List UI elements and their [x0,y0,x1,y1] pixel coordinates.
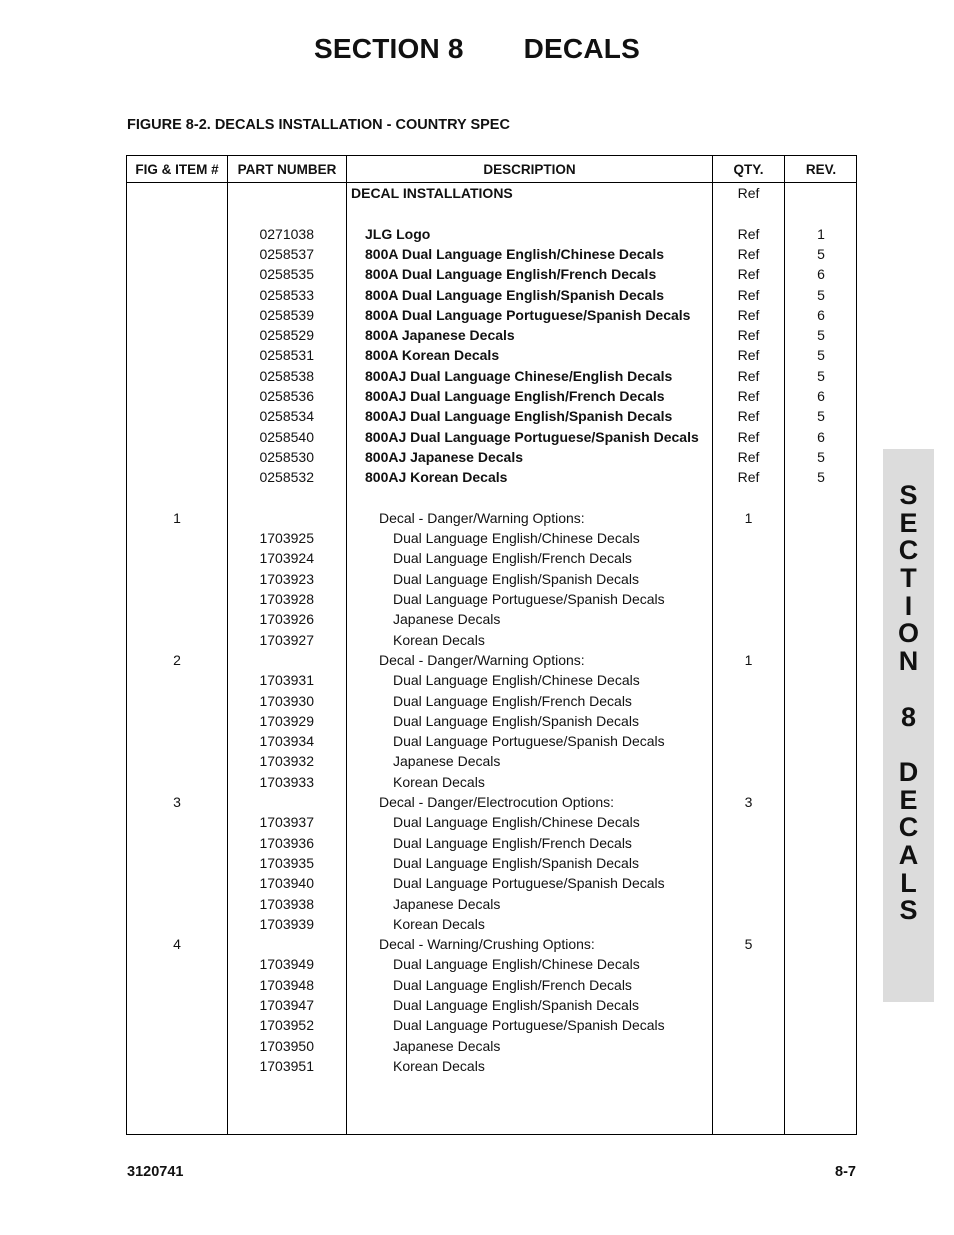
qty-cell: 1 [744,509,753,526]
rev-cell: 6 [817,266,825,283]
part-number-cell: 0258537 [259,245,314,262]
table-row [127,711,856,731]
table-row [127,792,856,812]
table-row [127,285,856,305]
part-number-cell: 1703924 [259,550,314,567]
description-cell: Dual Language English/Chinese Decals [393,672,640,689]
table-row [127,548,856,568]
part-number-cell: 0271038 [259,225,314,242]
part-number-cell: 0258538 [259,367,314,384]
section-side-tab [883,449,934,1002]
part-number-cell: 0258531 [259,347,314,364]
side-tab-letter: N [898,646,919,677]
description-cell: Korean Decals [393,631,485,648]
description-cell: Dual Language Portuguese/Spanish Decals [393,591,665,607]
rev-cell: 5 [817,286,825,303]
rev-cell: 6 [817,428,825,445]
rev-cell: 5 [817,469,825,486]
figure-title: FIGURE 8-2. DECALS INSTALLATION - COUNTRY SPEC [127,117,510,133]
qty-cell: Ref [737,469,760,486]
fig-item-cell: 1 [173,509,181,526]
qty-cell: Ref [737,408,760,425]
part-number-cell: 1703925 [259,530,314,547]
table-row [127,995,856,1015]
table-row [127,366,856,386]
description-cell: Dual Language English/French Decals [393,834,632,851]
part-number-cell: 0258532 [259,469,314,486]
side-tab-letter: L [900,867,917,898]
table-row [127,873,856,893]
description-cell: Decal - Danger/Warning Options: [379,509,585,526]
part-number-cell: 1703936 [259,834,314,851]
section-title: DECALS [523,33,640,64]
qty-cell: Ref [737,306,760,323]
description-cell: Dual Language English/Spanish Decals [393,854,639,871]
description-cell: Dual Language English/Chinese Decals [393,956,640,973]
side-tab-letter: E [899,507,918,538]
qty-cell: 5 [744,936,753,953]
part-number-cell: 1703927 [259,631,314,648]
table-row [127,731,856,751]
qty-cell: 3 [744,794,753,810]
description-cell: 800A Japanese Decals [365,327,515,344]
side-tab-letter: D [898,756,919,787]
description-cell: Japanese Decals [393,753,501,770]
qty-cell: Ref [737,185,760,201]
table-row [127,224,856,244]
header-part-number: PART NUMBER [237,162,337,177]
part-number-cell: 1703937 [259,814,314,831]
part-number-cell: 1703952 [259,1017,314,1034]
qty-cell: Ref [737,347,760,364]
table-row [127,589,856,609]
page-title [0,33,954,65]
table-row [127,508,856,528]
description-cell: 800A Korean Decals [365,347,500,364]
description-cell: 800A Dual Language Portuguese/Spanish Decals [365,306,691,323]
rev-cell: 5 [817,245,825,262]
header-fig-item: FIG & ITEM # [135,162,219,177]
table-row [127,934,856,954]
part-number-cell: 1703930 [259,692,314,709]
description-cell: JLG Logo [365,225,431,242]
part-number-cell: 1703939 [259,915,314,932]
description-cell: 800AJ Dual Language Portuguese/Spanish Decals [365,428,699,445]
table-row [127,630,856,650]
part-number-cell: 0258540 [259,428,314,445]
section-label: SECTION 8 [314,33,464,64]
rev-cell: 6 [817,388,825,404]
fig-item-cell: 3 [173,794,181,810]
part-number-cell: 1703947 [259,997,314,1013]
table-row [127,244,856,264]
qty-cell: Ref [737,367,760,384]
table-row [127,975,856,995]
table-row [127,691,856,711]
table-row [127,751,856,771]
qty-cell: Ref [737,327,760,344]
part-number-cell: 0258533 [259,286,314,303]
side-tab-letter: S [899,895,918,926]
header-rev: REV. [805,162,837,177]
part-number-cell: 1703940 [259,875,314,892]
table-row [127,264,856,284]
description-cell: Dual Language English/Chinese Decals [393,530,640,547]
part-number-cell: 1703935 [259,854,314,871]
part-number-cell: 0258530 [259,448,314,465]
table-row [127,406,856,426]
qty-cell: Ref [737,245,760,262]
page-number: 8-7 [835,1164,856,1180]
description-cell: Dual Language English/Spanish Decals [393,570,639,587]
side-tab-letter: C [898,535,919,566]
table-row [127,670,856,690]
description-cell: Dual Language English/Spanish Decals [393,997,639,1013]
part-number-cell: 1703929 [259,712,314,729]
part-number-cell: 1703933 [259,773,314,790]
part-number-cell: 1703950 [259,1037,314,1054]
side-tab-letter: T [900,563,917,594]
part-number-cell: 1703932 [259,753,314,770]
description-cell: Dual Language Portuguese/Spanish Decals [393,1017,665,1034]
table-row [127,569,856,589]
table-row [127,386,856,406]
rev-cell: 5 [817,367,825,384]
table-row [127,1056,856,1076]
qty-cell: Ref [737,428,760,445]
description-cell: Japanese Decals [393,611,501,628]
side-tab-letter: O [897,618,919,649]
qty-cell: Ref [737,286,760,303]
table-row [127,183,856,203]
table-row [127,914,856,934]
description-cell: Dual Language English/French Decals [393,976,632,993]
part-number-cell: 0258539 [259,306,314,323]
part-number-cell: 1703923 [259,570,314,587]
part-number-cell: 0258536 [259,388,314,404]
description-cell: 800AJ Korean Decals [365,469,508,486]
description-cell: 800AJ Japanese Decals [365,448,523,465]
table-row [127,833,856,853]
rev-cell: 1 [817,225,825,242]
rev-cell: 6 [817,306,825,323]
part-number-cell: 1703928 [259,591,314,607]
side-tab-letter: I [904,590,913,621]
table-row [127,1036,856,1056]
description-cell: Decal - Danger/Electrocution Options: [379,794,614,810]
part-number-cell: 1703951 [259,1057,314,1074]
table-row [127,609,856,629]
description-cell: Dual Language English/Chinese Decals [393,814,640,831]
description-cell: Dual Language Portuguese/Spanish Decals [393,875,665,892]
description-cell: Dual Language Portuguese/Spanish Decals [393,733,665,750]
qty-cell: Ref [737,225,760,242]
side-tab-letter: C [898,812,919,843]
qty-cell: Ref [737,388,760,404]
description-cell: 800A Dual Language English/Chinese Decals [365,245,665,262]
description-cell: Decal - Warning/Crushing Options: [379,936,595,953]
rev-cell: 5 [817,408,825,425]
side-tab-letter: A [898,839,919,870]
side-tab-letter: 8 [900,701,917,732]
table-row [127,772,856,792]
qty-cell: 1 [744,651,753,668]
part-number-cell: 1703949 [259,956,314,973]
table-row [127,345,856,365]
header-description: DESCRIPTION [483,162,576,177]
side-tab-letter: E [899,784,918,815]
description-cell: Japanese Decals [393,895,501,912]
description-cell: Dual Language English/French Decals [393,550,632,567]
description-cell: DECAL INSTALLATIONS [351,185,513,201]
part-number-cell: 0258534 [259,408,314,425]
description-cell: Dual Language English/Spanish Decals [393,712,639,729]
document-number: 3120741 [127,1164,184,1180]
table-row [127,467,856,487]
description-cell: Korean Decals [393,915,485,932]
description-cell: 800A Dual Language English/Spanish Decals [365,286,665,303]
rev-cell: 5 [817,347,825,364]
description-cell: 800AJ Dual Language English/French Decals [365,388,665,404]
part-number-cell: 1703934 [259,733,314,750]
table-row [127,954,856,974]
description-cell: 800AJ Dual Language English/Spanish Decals [365,408,673,425]
table-row [127,853,856,873]
table-row [127,650,856,670]
table-row [127,325,856,345]
rev-cell: 5 [817,327,825,344]
fig-item-cell: 4 [173,936,181,953]
description-cell: 800A Dual Language English/French Decals [365,266,657,283]
part-number-cell: 0258535 [259,266,314,283]
description-cell: 800AJ Dual Language Chinese/English Decals [365,367,673,384]
side-tab-letter: S [899,480,918,510]
part-number-cell: 1703938 [259,895,314,912]
table-row [127,894,856,914]
table-row [127,427,856,447]
part-number-cell: 0258529 [259,327,314,344]
description-cell: Dual Language English/French Decals [393,692,632,709]
table-row [127,812,856,832]
part-number-cell: 1703931 [259,672,314,689]
table-row [127,1015,856,1035]
table-row [127,528,856,548]
table-row [127,447,856,467]
qty-cell: Ref [737,448,760,465]
description-cell: Decal - Danger/Warning Options: [379,651,585,668]
header-qty: QTY. [733,162,764,177]
parts-table [126,155,857,1135]
rev-cell: 5 [817,448,825,465]
table-row [127,305,856,325]
description-cell: Korean Decals [393,1057,485,1074]
table-row [127,488,856,508]
qty-cell: Ref [737,266,760,283]
table-row [127,203,856,223]
part-number-cell: 1703948 [259,976,314,993]
description-cell: Korean Decals [393,773,485,790]
part-number-cell: 1703926 [259,611,314,628]
description-cell: Japanese Decals [393,1037,501,1054]
fig-item-cell: 2 [173,651,181,668]
